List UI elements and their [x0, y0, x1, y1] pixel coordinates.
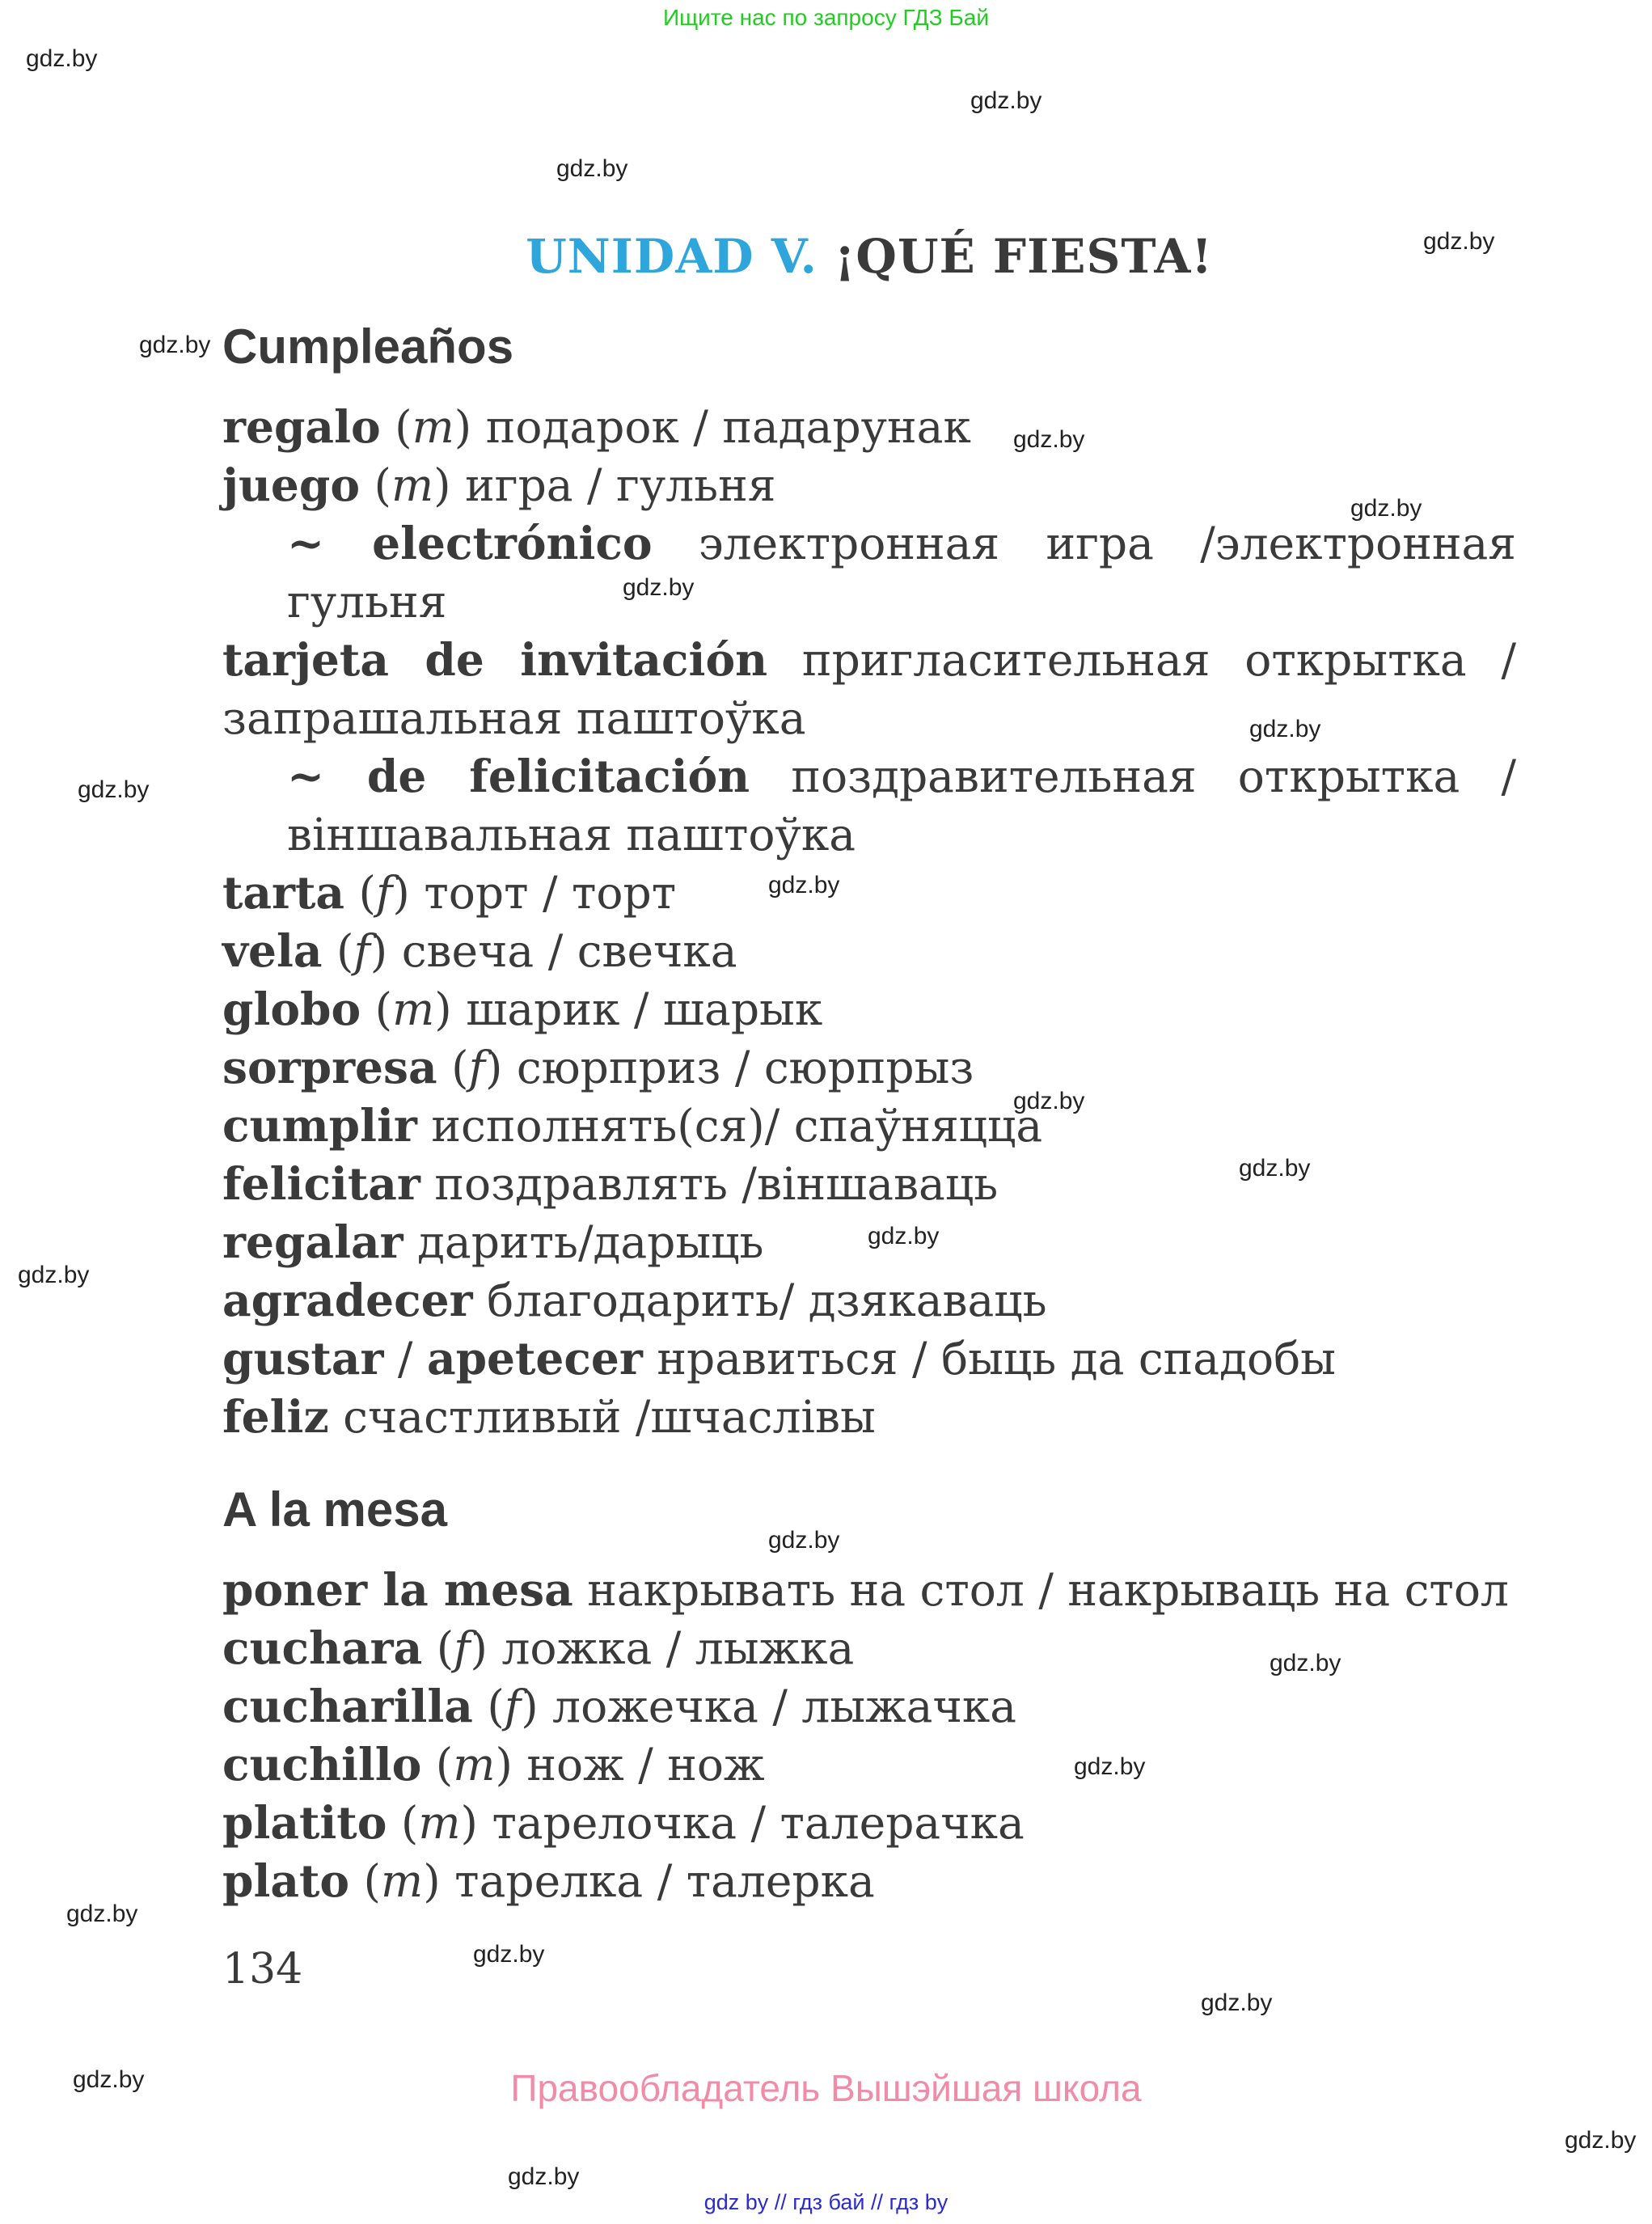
headword: poner la mesa: [222, 1563, 573, 1616]
watermark: gdz.by: [66, 1901, 138, 1927]
gender: f: [468, 1042, 485, 1093]
translation: сюрприз / сюрпрыз: [516, 1042, 974, 1093]
watermark: gdz.by: [18, 1262, 90, 1288]
section-heading-cumpleanos: Cumpleaños: [222, 319, 514, 374]
watermark: gdz.by: [1074, 1753, 1146, 1780]
section-heading-a-la-mesa: A la mesa: [222, 1482, 447, 1537]
headword: juego: [222, 459, 361, 511]
separator: /: [383, 1333, 427, 1385]
translation: нож / нож: [526, 1739, 765, 1791]
watermark: gdz.by: [868, 1223, 940, 1249]
vocab-entry: cuchillo (m) нож / нож: [222, 1738, 765, 1791]
headword: cuchillo: [222, 1738, 422, 1791]
vocab-entry: [222, 747, 1516, 805]
headword: sorpresa: [222, 1041, 437, 1093]
vocab-entry: [222, 1271, 1516, 1330]
headword: ~ electrónico: [287, 517, 653, 569]
gender: m: [391, 459, 434, 511]
vocab-entry: vela (f) свеча / свечка: [222, 924, 737, 977]
translation: поздравительная открытка /: [791, 750, 1516, 802]
translation: игра / гульня: [465, 459, 776, 511]
watermark: gdz.by: [970, 87, 1042, 114]
watermark: gdz.by: [623, 574, 695, 601]
vocab-entry: [222, 1330, 1516, 1388]
vocab-entry: [222, 1097, 1516, 1155]
gender: m: [412, 401, 454, 453]
headword: cuchara: [222, 1621, 423, 1674]
headword: feliz: [222, 1390, 329, 1443]
watermark: gdz.by: [768, 1527, 840, 1554]
vocab-entry: regalo (m) подарок / падарунак: [222, 400, 971, 453]
vocab-entry: sorpresa (f) сюрприз / сюрпрыз: [222, 1041, 974, 1093]
gender: m: [381, 1855, 424, 1907]
vocabulary-list-cumpleanos: [222, 398, 1516, 1446]
translation: торт / торт: [424, 867, 677, 919]
translation: исполнять(ся)/ спаўняцца: [431, 1100, 1043, 1152]
translation: тарелочка / талерачка: [492, 1797, 1025, 1849]
vocab-entry: [222, 1561, 1516, 1619]
watermark: gdz.by: [1249, 716, 1321, 742]
watermark: gdz.by: [26, 45, 98, 72]
headword: cucharilla: [222, 1680, 473, 1732]
watermark: gdz.by: [1423, 228, 1495, 255]
headword: ~ de felicitación: [287, 750, 750, 802]
translation: тарелка / талерка: [454, 1855, 875, 1907]
vocab-entry-continuation: [222, 805, 1516, 864]
translation: поздравлять /віншаваць: [434, 1158, 999, 1210]
vocab-entry: [222, 514, 1516, 573]
translation: запрашальная паштоўка: [222, 692, 806, 744]
translation: ложка / лыжка: [501, 1622, 855, 1674]
headword: platito: [222, 1796, 387, 1849]
translation: подарок / падарунак: [485, 401, 971, 453]
unit-title: [0, 229, 1652, 284]
watermark: gdz.by: [508, 2163, 580, 2190]
vocabulary-list-a-la-mesa: [222, 1561, 1516, 1910]
top-banner: Ищите нас по запросу ГДЗ Бай: [662, 5, 990, 30]
translation: накрывать на стол / накрываць на стол: [587, 1564, 1509, 1616]
headword: regalo: [222, 400, 381, 453]
translation: счастливый /шчаслівы: [343, 1391, 876, 1443]
gender: m: [453, 1739, 496, 1791]
translation: нравиться / быць да спадобы: [657, 1333, 1336, 1385]
gender: f: [353, 925, 370, 977]
unit-label: UNIDAD V.: [526, 229, 818, 284]
copyright-notice: Правообладатель Вышэйшая школа: [510, 2067, 1142, 2109]
translation: віншавальная паштоўка: [287, 809, 856, 860]
translation: дарить/дарыць: [417, 1216, 764, 1268]
watermark: gdz.by: [1239, 1155, 1311, 1182]
translation: благодарить/ дзякаваць: [487, 1275, 1047, 1326]
vocab-entry-continuation: [222, 573, 1516, 631]
vocab-entry: plato (m) тарелка / талерка: [222, 1854, 875, 1907]
translation: пригласительная открытка /: [801, 634, 1517, 686]
headword: regalar: [222, 1216, 403, 1268]
watermark: gdz.by: [473, 1941, 545, 1968]
translation: ложечка / лыжачка: [552, 1681, 1017, 1732]
gender: f: [454, 1622, 471, 1674]
headword: vela: [222, 924, 323, 977]
watermark: gdz.by: [768, 872, 840, 898]
vocab-entry: cucharilla (f) ложечка / лыжачка: [222, 1680, 1017, 1732]
vocab-entry: globo (m) шарик / шарык: [222, 983, 823, 1035]
vocab-entry-continuation: [222, 689, 1516, 747]
gender: f: [504, 1681, 522, 1732]
vocab-entry: cuchara (f) ложка / лыжка: [222, 1621, 855, 1674]
headword: cumplir: [222, 1099, 417, 1152]
watermark: gdz.by: [1565, 2127, 1637, 2154]
watermark: gdz.by: [1270, 1650, 1341, 1676]
translation: гульня: [287, 576, 447, 628]
headword: felicitar: [222, 1157, 420, 1210]
gender: m: [418, 1797, 461, 1849]
vocab-entry: platito (m) тарелочка / талерачка: [222, 1796, 1025, 1849]
headword: agradecer: [222, 1274, 473, 1326]
watermark: gdz.by: [78, 776, 150, 803]
translation: шарик / шарык: [466, 983, 823, 1035]
translation: свеча / свечка: [401, 925, 737, 977]
headword: tarjeta de invitación: [222, 633, 768, 686]
vocab-entry: [222, 631, 1516, 689]
watermark: gdz.by: [1350, 495, 1422, 522]
headword: gustar: [222, 1332, 384, 1385]
page-number: 134: [222, 1945, 303, 1994]
headword: tarta: [222, 866, 345, 919]
unit-name: ¡QUÉ FIESTA!: [834, 229, 1213, 284]
watermark: gdz.by: [73, 2066, 145, 2093]
watermark: gdz.by: [556, 155, 628, 182]
headword: globo: [222, 983, 361, 1035]
gender: m: [392, 983, 435, 1035]
translation: электронная игра /электронная: [698, 518, 1516, 569]
headword: plato: [222, 1854, 350, 1907]
watermark: gdz.by: [139, 332, 211, 358]
vocab-entry: [222, 1213, 1516, 1271]
watermark: gdz.by: [1013, 426, 1085, 453]
watermark: gdz.by: [1013, 1088, 1085, 1114]
bottom-banner: gdz by // гдз бай // гдз by: [703, 2190, 949, 2214]
vocab-entry: [222, 1388, 1516, 1446]
gender: f: [376, 867, 393, 919]
headword-alt: apetecer: [426, 1332, 643, 1385]
vocab-entry: tarta (f) торт / торт: [222, 866, 677, 919]
watermark: gdz.by: [1201, 1989, 1273, 2016]
vocab-entry: juego (m) игра / гульня: [222, 459, 776, 511]
vocab-entry: [222, 1155, 1516, 1213]
